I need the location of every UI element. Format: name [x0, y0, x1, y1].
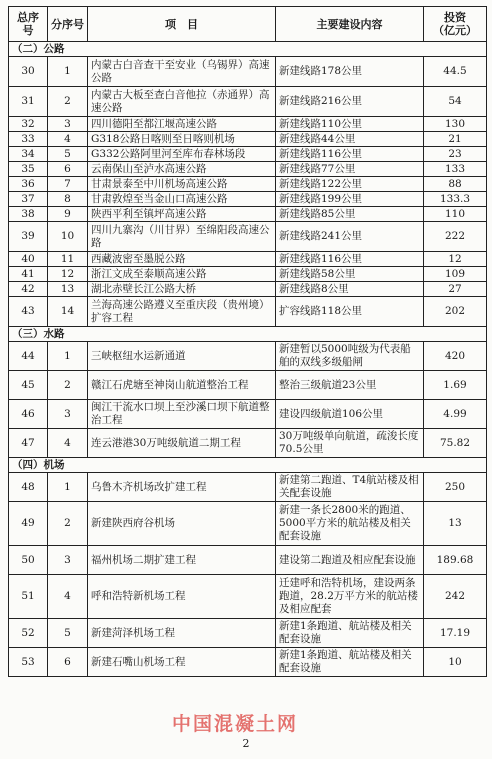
investment-cell: 202: [424, 297, 487, 327]
section-title: （四）机场: [9, 458, 487, 473]
total-number-cell: 44: [9, 342, 48, 371]
total-number-cell: 50: [9, 546, 48, 575]
table-body: [9, 42, 487, 677]
content-cell: 新建线路116公里: [276, 252, 424, 267]
content-cell: 扩容线路118公里: [276, 297, 424, 327]
section-title: （二）公路: [9, 42, 487, 57]
header-project: 项 目: [88, 7, 276, 42]
investment-cell: 44.5: [424, 57, 487, 87]
sub-number-cell: 6: [48, 648, 88, 677]
sub-number-cell: 3: [48, 117, 88, 132]
header-total-number: 总序号: [9, 7, 48, 42]
investment-cell: 1.69: [424, 371, 487, 400]
project-cell: 兰海高速公路遵义至重庆段（贵州境）扩容工程: [88, 297, 276, 327]
sub-number-cell: 1: [48, 473, 88, 502]
project-cell: 赣江石虎塘至神岗山航道整治工程: [88, 371, 276, 400]
project-cell: 湖北赤壁长江公路大桥: [88, 282, 276, 297]
investment-cell: 88: [424, 177, 487, 192]
header-investment-line2: （亿元）: [433, 24, 477, 37]
sub-number-cell: 3: [48, 546, 88, 575]
investment-cell: 54: [424, 87, 487, 117]
page-number: 2: [242, 737, 250, 750]
total-number-cell: 31: [9, 87, 48, 117]
table-row: [9, 619, 487, 648]
table-row: [9, 177, 487, 192]
sub-number-cell: 12: [48, 267, 88, 282]
project-cell: 西藏波密至墨脱公路: [88, 252, 276, 267]
content-cell: 新建线路116公里: [276, 147, 424, 162]
section-row: [9, 458, 487, 473]
project-cell: 陕西平利至镇坪高速公路: [88, 207, 276, 222]
content-cell: 新建线路199公里: [276, 192, 424, 207]
project-cell: 三峡枢纽水运新通道: [88, 342, 276, 371]
investment-cell: 420: [424, 342, 487, 371]
sub-number-cell: 11: [48, 252, 88, 267]
content-cell: 整治三级航道23公里: [276, 371, 424, 400]
sub-number-cell: 2: [48, 502, 88, 546]
content-cell: 新建线路110公里: [276, 117, 424, 132]
project-cell: 内蒙古白音查干至安业（乌锡界）高速公路: [88, 57, 276, 87]
content-cell: 30万吨级单向航道，疏浚长度70.5公里: [276, 429, 424, 458]
content-cell: 新建线路85公里: [276, 207, 424, 222]
content-cell: 新建线路178公里: [276, 57, 424, 87]
total-number-cell: 48: [9, 473, 48, 502]
content-cell: 建设第二跑道及相应配套设施: [276, 546, 424, 575]
investment-cell: 13: [424, 502, 487, 546]
project-cell: 福州机场二期扩建工程: [88, 546, 276, 575]
project-cell: 新建石嘴山机场工程: [88, 648, 276, 677]
table-row: [9, 575, 487, 619]
content-cell: 新建线路122公里: [276, 177, 424, 192]
total-number-cell: 36: [9, 177, 48, 192]
content-cell: 新建1条跑道、航站楼及相关配套设施: [276, 648, 424, 677]
content-cell: 新建线路241公里: [276, 222, 424, 252]
project-cell: 内蒙古大板至查白音他拉（赤通界）高速公路: [88, 87, 276, 117]
content-cell: 建设四级航道106公里: [276, 400, 424, 429]
sub-number-cell: 5: [48, 147, 88, 162]
project-cell: 连云港港30万吨级航道二期工程: [88, 429, 276, 458]
project-cell: 浙江文成至泰顺高速公路: [88, 267, 276, 282]
table-row: [9, 132, 487, 147]
table-row: [9, 429, 487, 458]
investment-cell: 109: [424, 267, 487, 282]
project-table: [8, 6, 487, 677]
project-cell: 新建菏泽机场工程: [88, 619, 276, 648]
header-sub-number: 分序号: [48, 7, 88, 42]
sub-number-cell: 1: [48, 342, 88, 371]
sub-number-cell: 3: [48, 400, 88, 429]
investment-cell: 75.82: [424, 429, 487, 458]
total-number-cell: 37: [9, 192, 48, 207]
sub-number-cell: 13: [48, 282, 88, 297]
content-cell: 新建线路58公里: [276, 267, 424, 282]
content-cell: 新建第二跑道、T4航站楼及相关配套设施: [276, 473, 424, 502]
table-row: [9, 546, 487, 575]
table-row: [9, 473, 487, 502]
total-number-cell: 40: [9, 252, 48, 267]
investment-cell: 130: [424, 117, 487, 132]
table-row: [9, 648, 487, 677]
project-cell: 呼和浩特新机场工程: [88, 575, 276, 619]
content-cell: 迁建呼和浩特机场，建设两条跑道，28.2万平方米的航站楼及相应配套: [276, 575, 424, 619]
total-number-cell: 39: [9, 222, 48, 252]
project-cell: 甘肃景泰至中川机场高速公路: [88, 177, 276, 192]
table-row: [9, 162, 487, 177]
table-row: [9, 192, 487, 207]
header-investment-line1: 投资: [444, 11, 466, 24]
table-row: [9, 252, 487, 267]
table-row: [9, 297, 487, 327]
investment-cell: 222: [424, 222, 487, 252]
table-row: [9, 57, 487, 87]
investment-cell: 12: [424, 252, 487, 267]
content-cell: 新建暂以5000吨级为代表船舶的双线多级船闸: [276, 342, 424, 371]
sub-number-cell: 7: [48, 177, 88, 192]
section-row: [9, 42, 487, 57]
sub-number-cell: 2: [48, 87, 88, 117]
investment-cell: 250: [424, 473, 487, 502]
table-row: [9, 207, 487, 222]
investment-cell: 133: [424, 162, 487, 177]
header-content: 主要建设内容: [276, 7, 424, 42]
total-number-cell: 32: [9, 117, 48, 132]
total-number-cell: 45: [9, 371, 48, 400]
total-number-cell: 53: [9, 648, 48, 677]
investment-cell: 133.3: [424, 192, 487, 207]
investment-cell: 23: [424, 147, 487, 162]
section-row: [9, 327, 487, 342]
sub-number-cell: 6: [48, 162, 88, 177]
sub-number-cell: 4: [48, 575, 88, 619]
header-investment: [424, 7, 487, 42]
project-cell: 乌鲁木齐机场改扩建工程: [88, 473, 276, 502]
table-row: [9, 267, 487, 282]
investment-cell: 27: [424, 282, 487, 297]
sub-number-cell: 1: [48, 57, 88, 87]
sub-number-cell: 5: [48, 619, 88, 648]
table-row: [9, 342, 487, 371]
project-cell: G318公路日喀则至日喀则机场: [88, 132, 276, 147]
table-row: [9, 147, 487, 162]
project-cell: 四川德阳至都江堰高速公路: [88, 117, 276, 132]
table-row: [9, 222, 487, 252]
project-cell: 四川九寨沟（川甘界）至绵阳段高速公路: [88, 222, 276, 252]
total-number-cell: 49: [9, 502, 48, 546]
sub-number-cell: 14: [48, 297, 88, 327]
project-cell: 甘肃敦煌至当金山口高速公路: [88, 192, 276, 207]
investment-cell: 110: [424, 207, 487, 222]
project-cell: 新建陕西府谷机场: [88, 502, 276, 546]
project-cell: 闽江干流水口坝上至沙溪口坝下航道整治工程: [88, 400, 276, 429]
sub-number-cell: 4: [48, 132, 88, 147]
investment-cell: 17.19: [424, 619, 487, 648]
investment-cell: 10: [424, 648, 487, 677]
sub-number-cell: 8: [48, 192, 88, 207]
table-row: [9, 400, 487, 429]
watermark: 中国混凝土网: [172, 713, 299, 735]
investment-cell: 4.99: [424, 400, 487, 429]
content-cell: 新建1条跑道、航站楼及相关配套设施: [276, 619, 424, 648]
content-cell: 新建线路44公里: [276, 132, 424, 147]
total-number-cell: 41: [9, 267, 48, 282]
total-number-cell: 43: [9, 297, 48, 327]
investment-cell: 21: [424, 132, 487, 147]
total-number-cell: 34: [9, 147, 48, 162]
section-title: （三）水路: [9, 327, 487, 342]
table-row: [9, 371, 487, 400]
content-cell: 新建线路8公里: [276, 282, 424, 297]
total-number-cell: 46: [9, 400, 48, 429]
total-number-cell: 47: [9, 429, 48, 458]
project-cell: G332公路阿里河至库布春林场段: [88, 147, 276, 162]
content-cell: 新建线路77公里: [276, 162, 424, 177]
sub-number-cell: 10: [48, 222, 88, 252]
table-row: [9, 117, 487, 132]
investment-cell: 189.68: [424, 546, 487, 575]
table-row: [9, 87, 487, 117]
total-number-cell: 38: [9, 207, 48, 222]
sub-number-cell: 2: [48, 371, 88, 400]
total-number-cell: 51: [9, 575, 48, 619]
sub-number-cell: 4: [48, 429, 88, 458]
table-row: [9, 282, 487, 297]
total-number-cell: 35: [9, 162, 48, 177]
total-number-cell: 30: [9, 57, 48, 87]
content-cell: 新建线路216公里: [276, 87, 424, 117]
content-cell: 新建一条长2800米的跑道、5000平方米的航站楼及相关配套设施: [276, 502, 424, 546]
total-number-cell: 33: [9, 132, 48, 147]
sub-number-cell: 9: [48, 207, 88, 222]
total-number-cell: 42: [9, 282, 48, 297]
investment-cell: 242: [424, 575, 487, 619]
table-header-row: [9, 7, 487, 42]
table-row: [9, 502, 487, 546]
total-number-cell: 52: [9, 619, 48, 648]
project-cell: 云南保山至泸水高速公路: [88, 162, 276, 177]
